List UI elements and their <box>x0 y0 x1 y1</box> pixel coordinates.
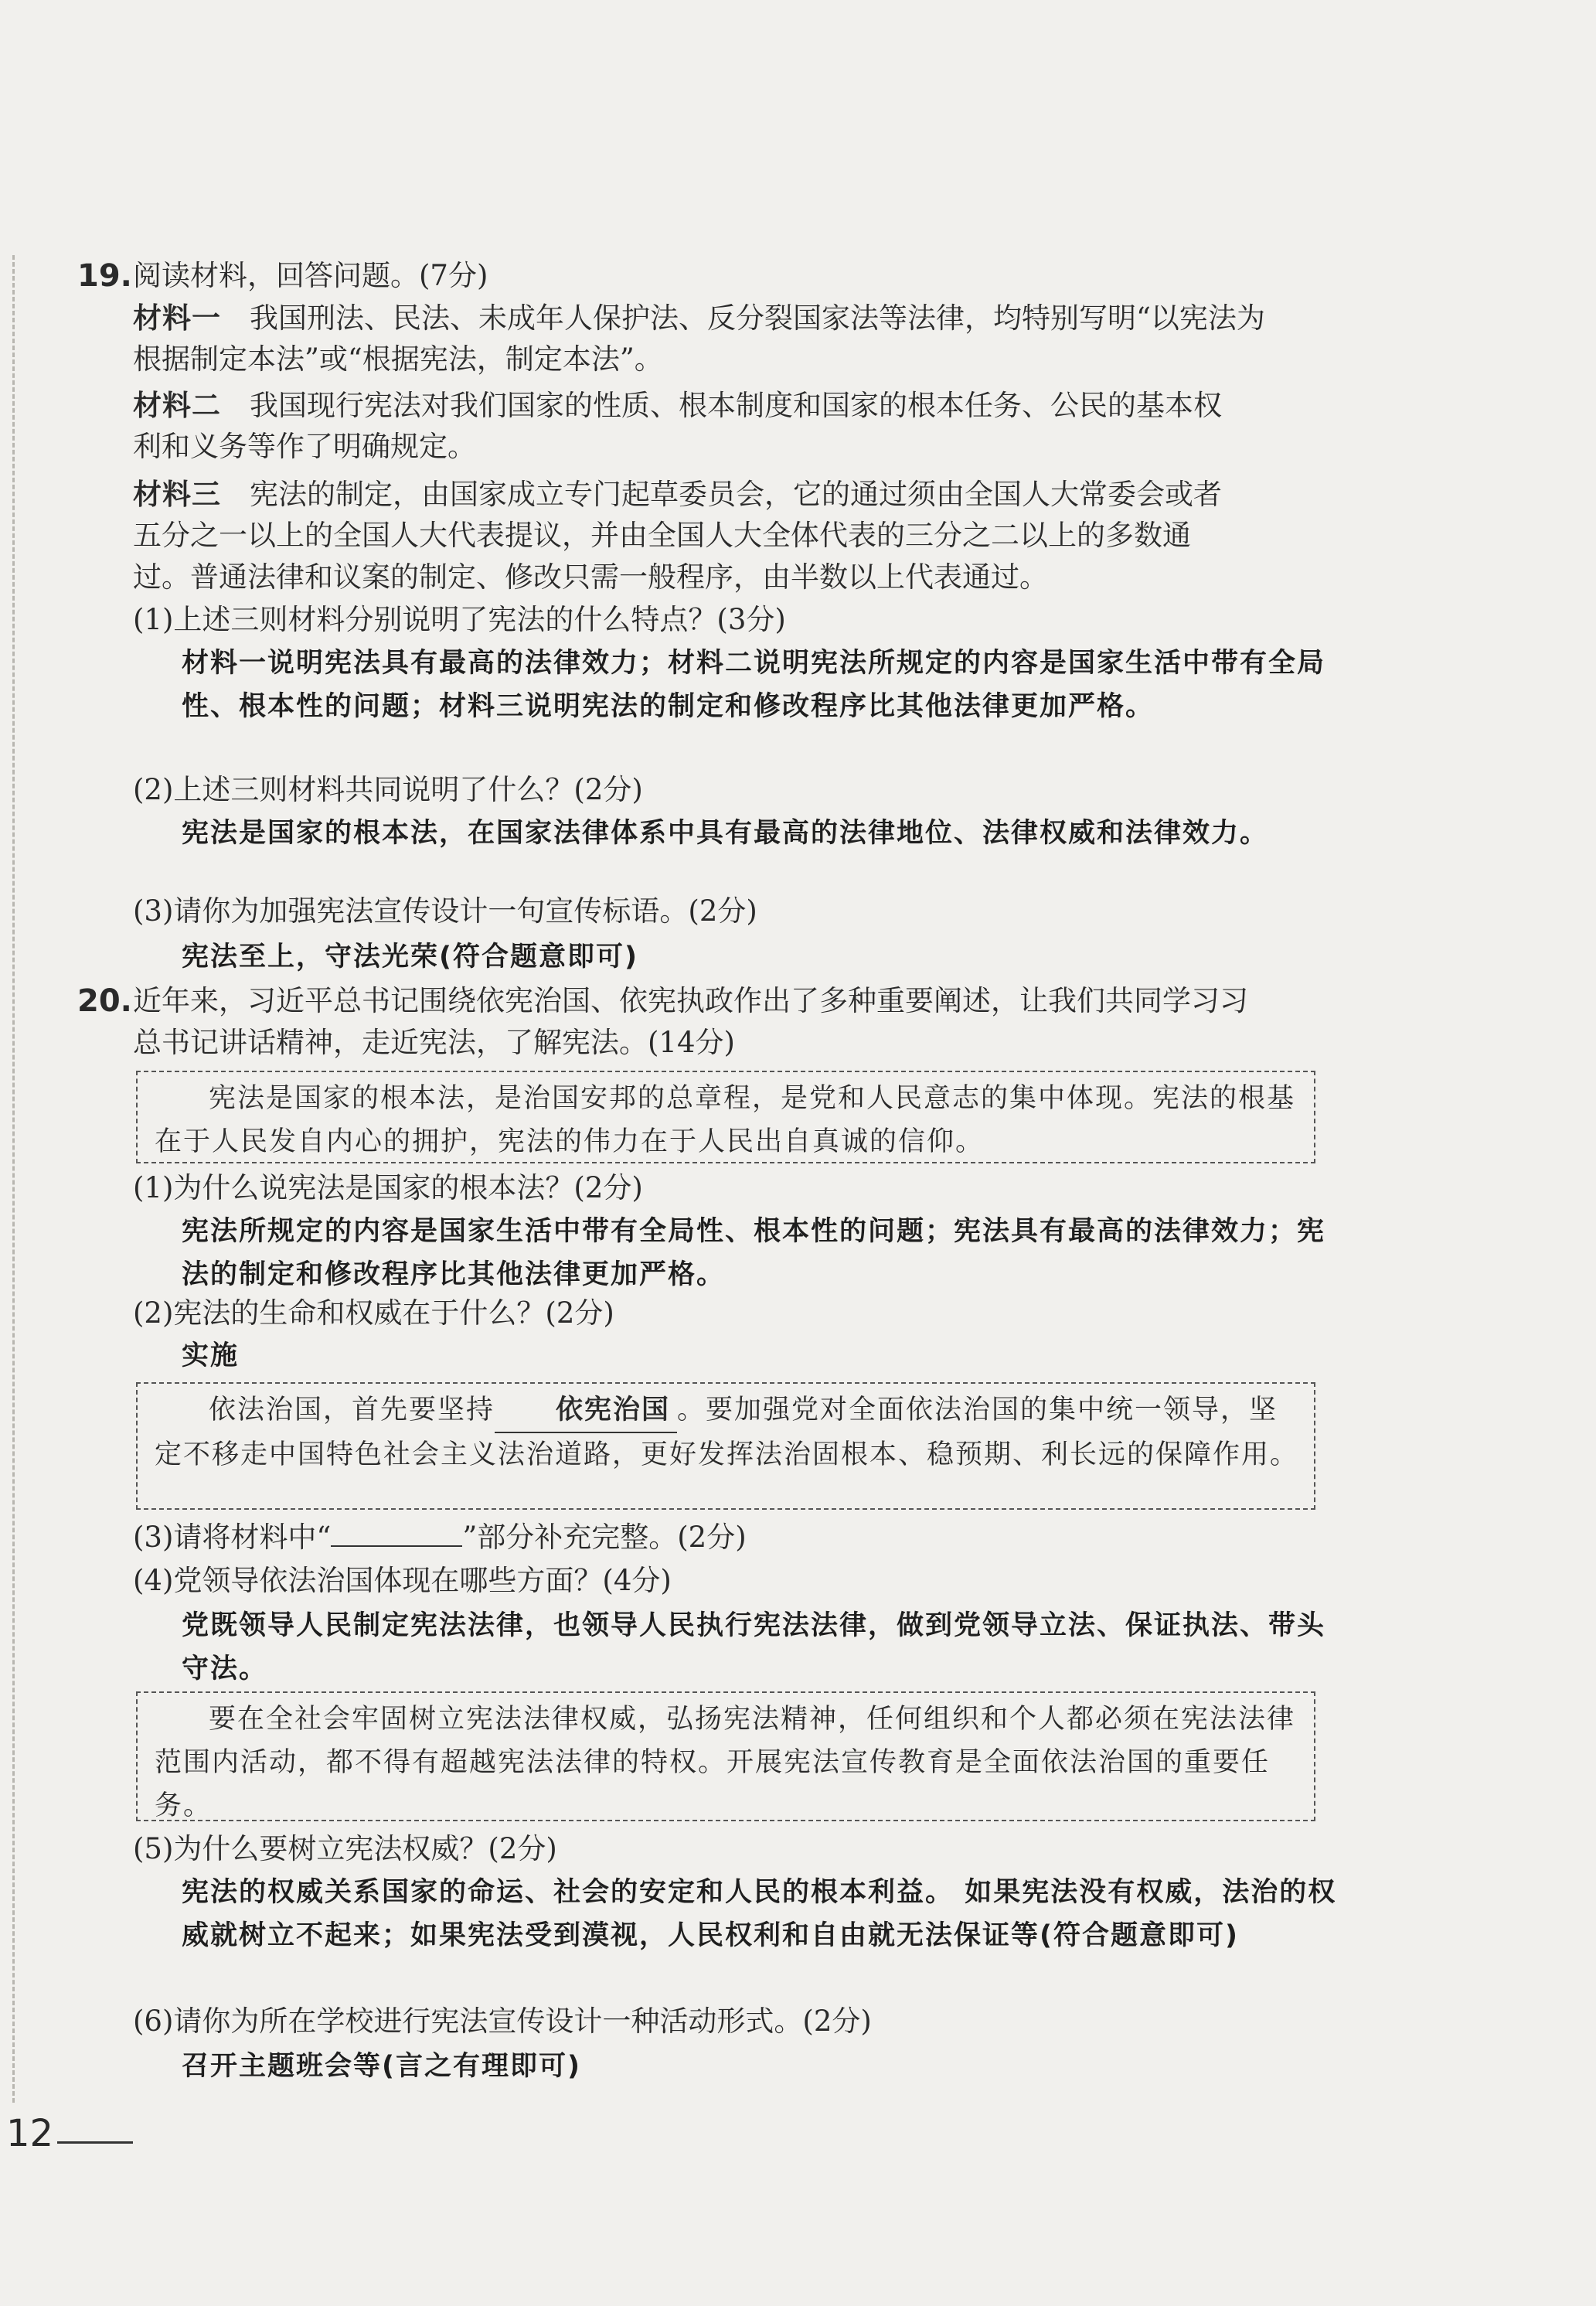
q20-answer-1: 宪法所规定的内容是国家生活中带有全局性、根本性的问题；宪法具有最高的法律效力；宪法的制定和修改程序比其他法律更加严格。 <box>182 1216 1326 1290</box>
material-3-label: 材料三 <box>133 477 221 511</box>
binding-margin-line <box>12 255 15 2103</box>
q20-sub-6: (6)请你为所在学校进行宪法宣传设计一种活动形式。(2分) <box>133 2005 872 2038</box>
q20-sub-3-after: ”部分补充完整。(2分) <box>462 1521 747 1554</box>
question-19-number: 19. <box>77 258 132 294</box>
material-3-line-3: 过。普通法律和议案的制定、修改只需一般程序，由半数以上代表通过。 <box>133 560 1048 594</box>
q20-answer-2: 实施 <box>182 1340 240 1371</box>
q20-answer-5: 宪法的权威关系国家的命运、社会的安定和人民的根本利益。 如果宪法没有权威，法治的权威就树立不起来；如果宪法受到漠视，人民权利和自由就无法保证等(符合题意即可) <box>182 1877 1337 1951</box>
material-2-line-1 <box>133 384 1339 427</box>
page-number: 12 <box>6 2112 54 2155</box>
question-20-number: 20. <box>77 983 132 1019</box>
question-20-stem-line-1: 近年来，习近平总书记围绕依宪治国、依宪执政作出了多种重要阐述，让我们共同学习习 <box>133 984 1248 1017</box>
q20-sub-4: (4)党领导依法治国体现在哪些方面？(4分) <box>133 1564 672 1597</box>
q20-sub-3-before: (3)请将材料中“ <box>133 1521 332 1554</box>
q20-sub-1: (1)为什么说宪法是国家的根本法？(2分) <box>133 1171 643 1204</box>
q19-sub-1: (1)上述三则材料分别说明了宪法的什么特点？(3分) <box>133 603 786 636</box>
q20-sub-2: (2)宪法的生命和权威在于什么？(2分) <box>133 1296 614 1330</box>
quote-box-1: 宪法是国家的根本法，是治国安邦的总章程，是党和人民意志的集中体现。宪法的根基在于人民发自内心的拥护，宪法的伟力在于人民出自真诚的信仰。 <box>136 1071 1315 1163</box>
q20-sub-5: (5)为什么要树立宪法权威？(2分) <box>133 1832 557 1865</box>
q19-answer-2: 宪法是国家的根本法，在国家法律体系中具有最高的法律地位、法律权威和法律效力。 <box>182 818 1269 849</box>
fill-blank-answer: 依宪治国 <box>495 1388 677 1433</box>
quote-box-2 <box>136 1382 1315 1510</box>
q19-sub-2: (2)上述三则材料共同说明了什么？(2分) <box>133 773 643 806</box>
q20-answer-6: 召开主题班会等(言之有理即可) <box>182 2051 581 2082</box>
question-20-stem-line-2: 总书记讲话精神，走近宪法，了解宪法。(14分) <box>133 1026 735 1059</box>
q19-answer-3: 宪法至上，守法光荣(符合题意即可) <box>182 942 638 972</box>
quote-box-2-text-after: 。要加强党对全面依法治国的集中统一领导，坚定不移走中国特色社会主义法治道路，更好发挥法治固根本、稳预期、利长远的保障作用。 <box>155 1395 1299 1470</box>
material-2-label: 材料二 <box>133 388 221 422</box>
q20-answer-4: 党既领导人民制定宪法法律，也领导人民执行宪法法律，做到党领导立法、保证执法、带头守法。 <box>182 1610 1326 1684</box>
material-2-text: 我国现行宪法对我们国家的性质、根本制度和国家的根本任务、公民的基本权 <box>250 389 1222 422</box>
material-3-line-2: 五分之一以上的全国人大代表提议，并由全国人大全体代表的三分之二以上的多数通 <box>133 519 1191 552</box>
quote-box-3: 要在全社会牢固树立宪法法律权威，弘扬宪法精神，任何组织和个人都必须在宪法法律范围内活动，都不得有超越宪法法律的特权。开展宪法宣传教育是全面依法治国的重要任务。 <box>136 1691 1315 1821</box>
quote-box-2-text-before: 依法治国，首先要坚持 <box>209 1395 495 1425</box>
material-1-line-1 <box>133 297 1339 339</box>
material-2-line-2: 利和义务等作了明确规定。 <box>133 430 476 463</box>
page-number-rule <box>57 2141 133 2144</box>
material-1-line-2: 根据制定本法”或“根据宪法，制定本法”。 <box>133 342 663 376</box>
q19-sub-3: (3)请你为加强宪法宣传设计一句宣传标语。(2分) <box>133 894 757 928</box>
q19-answer-1: 材料一说明宪法具有最高的法律效力；材料二说明宪法所规定的内容是国家生活中带有全局性、根本性的问题；材料三说明宪法的制定和修改程序比其他法律更加严格。 <box>182 648 1326 722</box>
material-1-text: 我国刑法、民法、未成年人保护法、反分裂国家法等法律，均特别写明“以宪法为 <box>250 301 1265 335</box>
question-19-stem: 阅读材料，回答问题。(7分) <box>133 259 488 292</box>
q20-sub-3 <box>133 1517 747 1558</box>
material-3-text: 宪法的制定，由国家成立专门起草委员会，它的通过须由全国人大常委会或者 <box>250 478 1222 511</box>
material-3-line-1 <box>133 473 1339 516</box>
material-1-label: 材料一 <box>133 301 221 335</box>
blank-placeholder <box>331 1521 462 1547</box>
